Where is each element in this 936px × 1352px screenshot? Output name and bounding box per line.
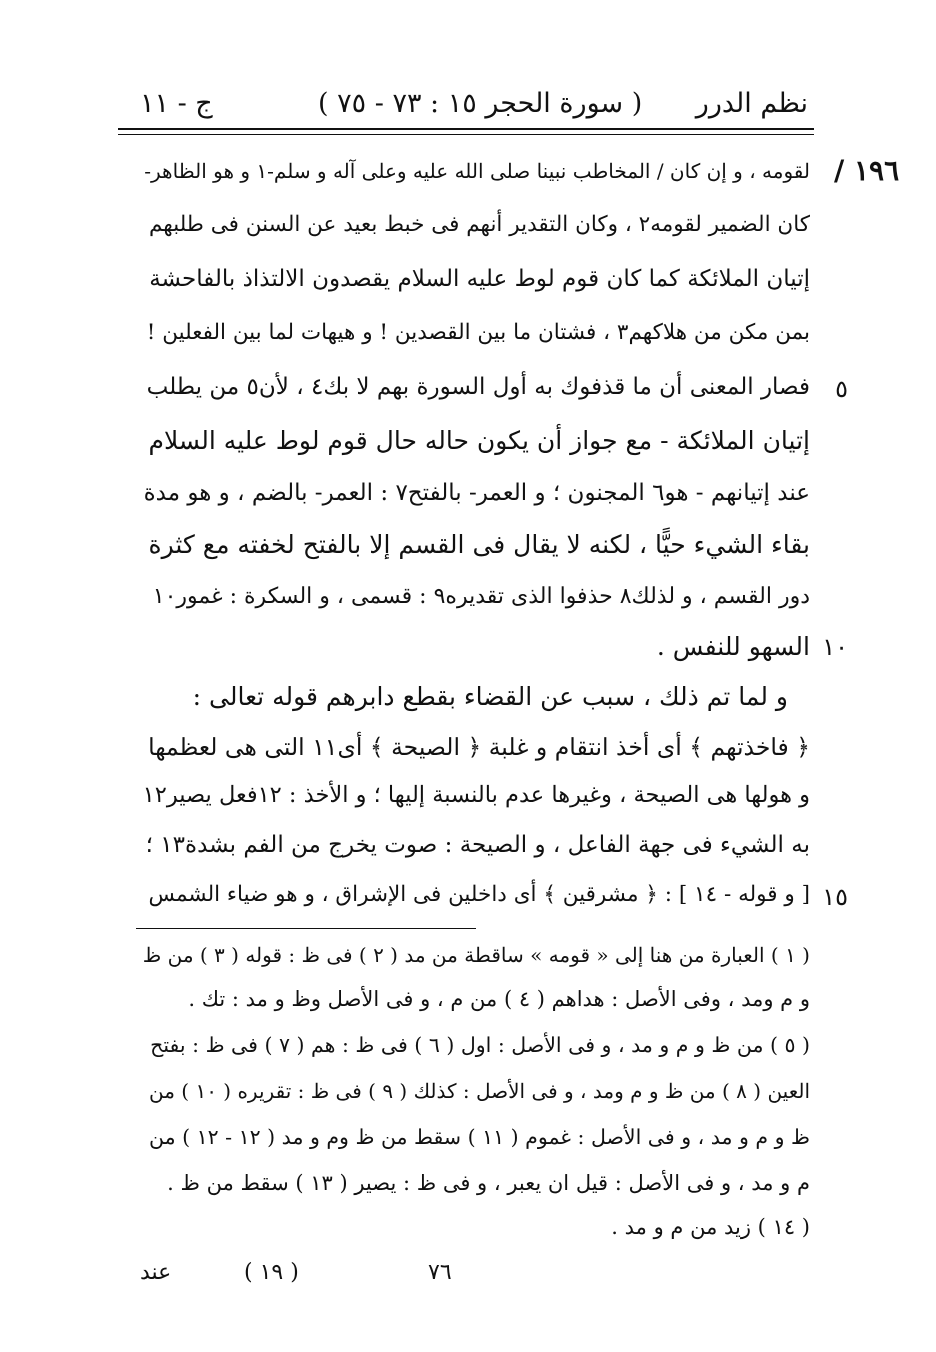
footnote-line: ( ١٤ ) زيد من م و مد . bbox=[611, 1215, 810, 1239]
body-line: إتيان الملائكة - مع جواز أن يكون حاله حال قوم لوط عليه السلام bbox=[148, 426, 810, 455]
body-line: عند إتيانهم - هو٦ المجنون ؛ و العمر- بالفتح٧ : العمر- بالضم ، و هو مدة bbox=[143, 480, 810, 506]
catchword: عند bbox=[140, 1260, 172, 1285]
body-line: بمن مكن من هلاكهم٣ ، فشتان ما بين القصدين ! و هيهات لما بين الفعلين ! bbox=[146, 320, 810, 345]
line-number: ٥ bbox=[835, 375, 848, 403]
body-line: السهو للنفس . bbox=[656, 632, 810, 661]
body-line: إتيان الملائكة كما كان قوم لوط عليه السلام يقصدون الالتذاذ بالفاحشة bbox=[149, 266, 810, 292]
body-line: بقاء الشيء حيًّا ، لكنه لا يقال فى القسم إلا بالفتح لخفته مع كثرة bbox=[148, 530, 810, 559]
body-line: لقومه ، و إن كان / المخاطب نبينا صلى الله عليه وعلى آله و سلم-١ و هو الظاهر- bbox=[144, 159, 810, 183]
footnote-line: م و مد ، و فى الأصل : قيل ان يعبر ، و فى ظ : يصير ( ١٣ ) سقط من ظ . bbox=[167, 1171, 810, 1195]
line-number: ١٥ bbox=[822, 883, 848, 911]
header-rule-thin bbox=[118, 134, 814, 135]
body-line: ﴿ فاخذتهم ﴾ أى أخذ انتقام و غلبة ﴿ الصيحة ﴾ أى١١ التى هى لعظمها bbox=[148, 733, 810, 761]
line-number: ١٠ bbox=[822, 633, 848, 661]
footnote-line: و م ومد ، وفى الأصل : هداهم ( ٤ ) من م ، و فى الأصل وظ و مد : تك . bbox=[188, 987, 810, 1011]
book-title: نظم الدرر bbox=[695, 88, 808, 119]
page-number: ٧٦ bbox=[428, 1260, 452, 1285]
body-line: و لما تم ذلك ، سبب عن القضاء بقطع دابرهم قوله تعالى : bbox=[192, 682, 788, 711]
body-line: فصار المعنى أن ما قذفوك به أول السورة بهم لا بك٤ ، لأن٥ من يطلب bbox=[146, 374, 810, 400]
body-line: كان الضمير لقومه٢ ، وكان التقدير أنهم فى خبط بعيد عن السنن فى طلبهم bbox=[148, 212, 810, 237]
volume-number: ج - ١١ bbox=[140, 88, 213, 119]
footnote-line: ظ و م و مد ، و فى الأصل : غموم ( ١١ ) سقط من ظ وم و مد ( ١٢ - ١٢ ) من bbox=[149, 1125, 810, 1149]
surah-reference: ( سورة الحجر ١٥ : ٧٣ - ٧٥ ) bbox=[318, 88, 643, 119]
body-line: [ و قوله - ١٤ ] : ﴿ مشرقين ﴾ أى داخلين فى الإشراق ، و هو ضياء الشمس bbox=[148, 882, 810, 907]
body-line: و هولها هى الصيحة ، وغيرها عدم بالنسبة إليها ؛ و الأخذ : ١٢فعل يصير١٢ bbox=[142, 782, 810, 808]
header-rule bbox=[118, 128, 814, 130]
manuscript-page-marker: ١٩٦ / bbox=[834, 154, 900, 187]
body-line: به الشيء فى جهة الفاعل ، و الصيحة : صوت يخرج من الفم بشدة١٣ ؛ bbox=[145, 832, 810, 858]
footnote-line: ( ٥ ) من ظ و م و مد ، و فى الأصل : اول ( ٦ ) فى ظ : هم ( ٧ ) فى ظ : بفتح bbox=[150, 1033, 810, 1057]
footnote-line: ( ١ ) العبارة من هنا إلى « قومه » ساقطة من مد ( ٢ ) فى ظ : قوله ( ٣ ) من ظ bbox=[142, 943, 810, 967]
sheet-number: ( ١٩ ) bbox=[244, 1260, 299, 1285]
body-line: دور القسم ، و لذلك٨ حذفوا الذى تقديره٩ : قسمى ، و السكرة : غمور١٠ bbox=[152, 584, 810, 609]
footnote-line: العين ( ٨ ) من ظ و م ومد ، و فى الأصل : كذلك ( ٩ ) فى ظ : تقريره ( ١٠ ) من bbox=[148, 1079, 810, 1103]
footnote-rule bbox=[136, 928, 476, 929]
